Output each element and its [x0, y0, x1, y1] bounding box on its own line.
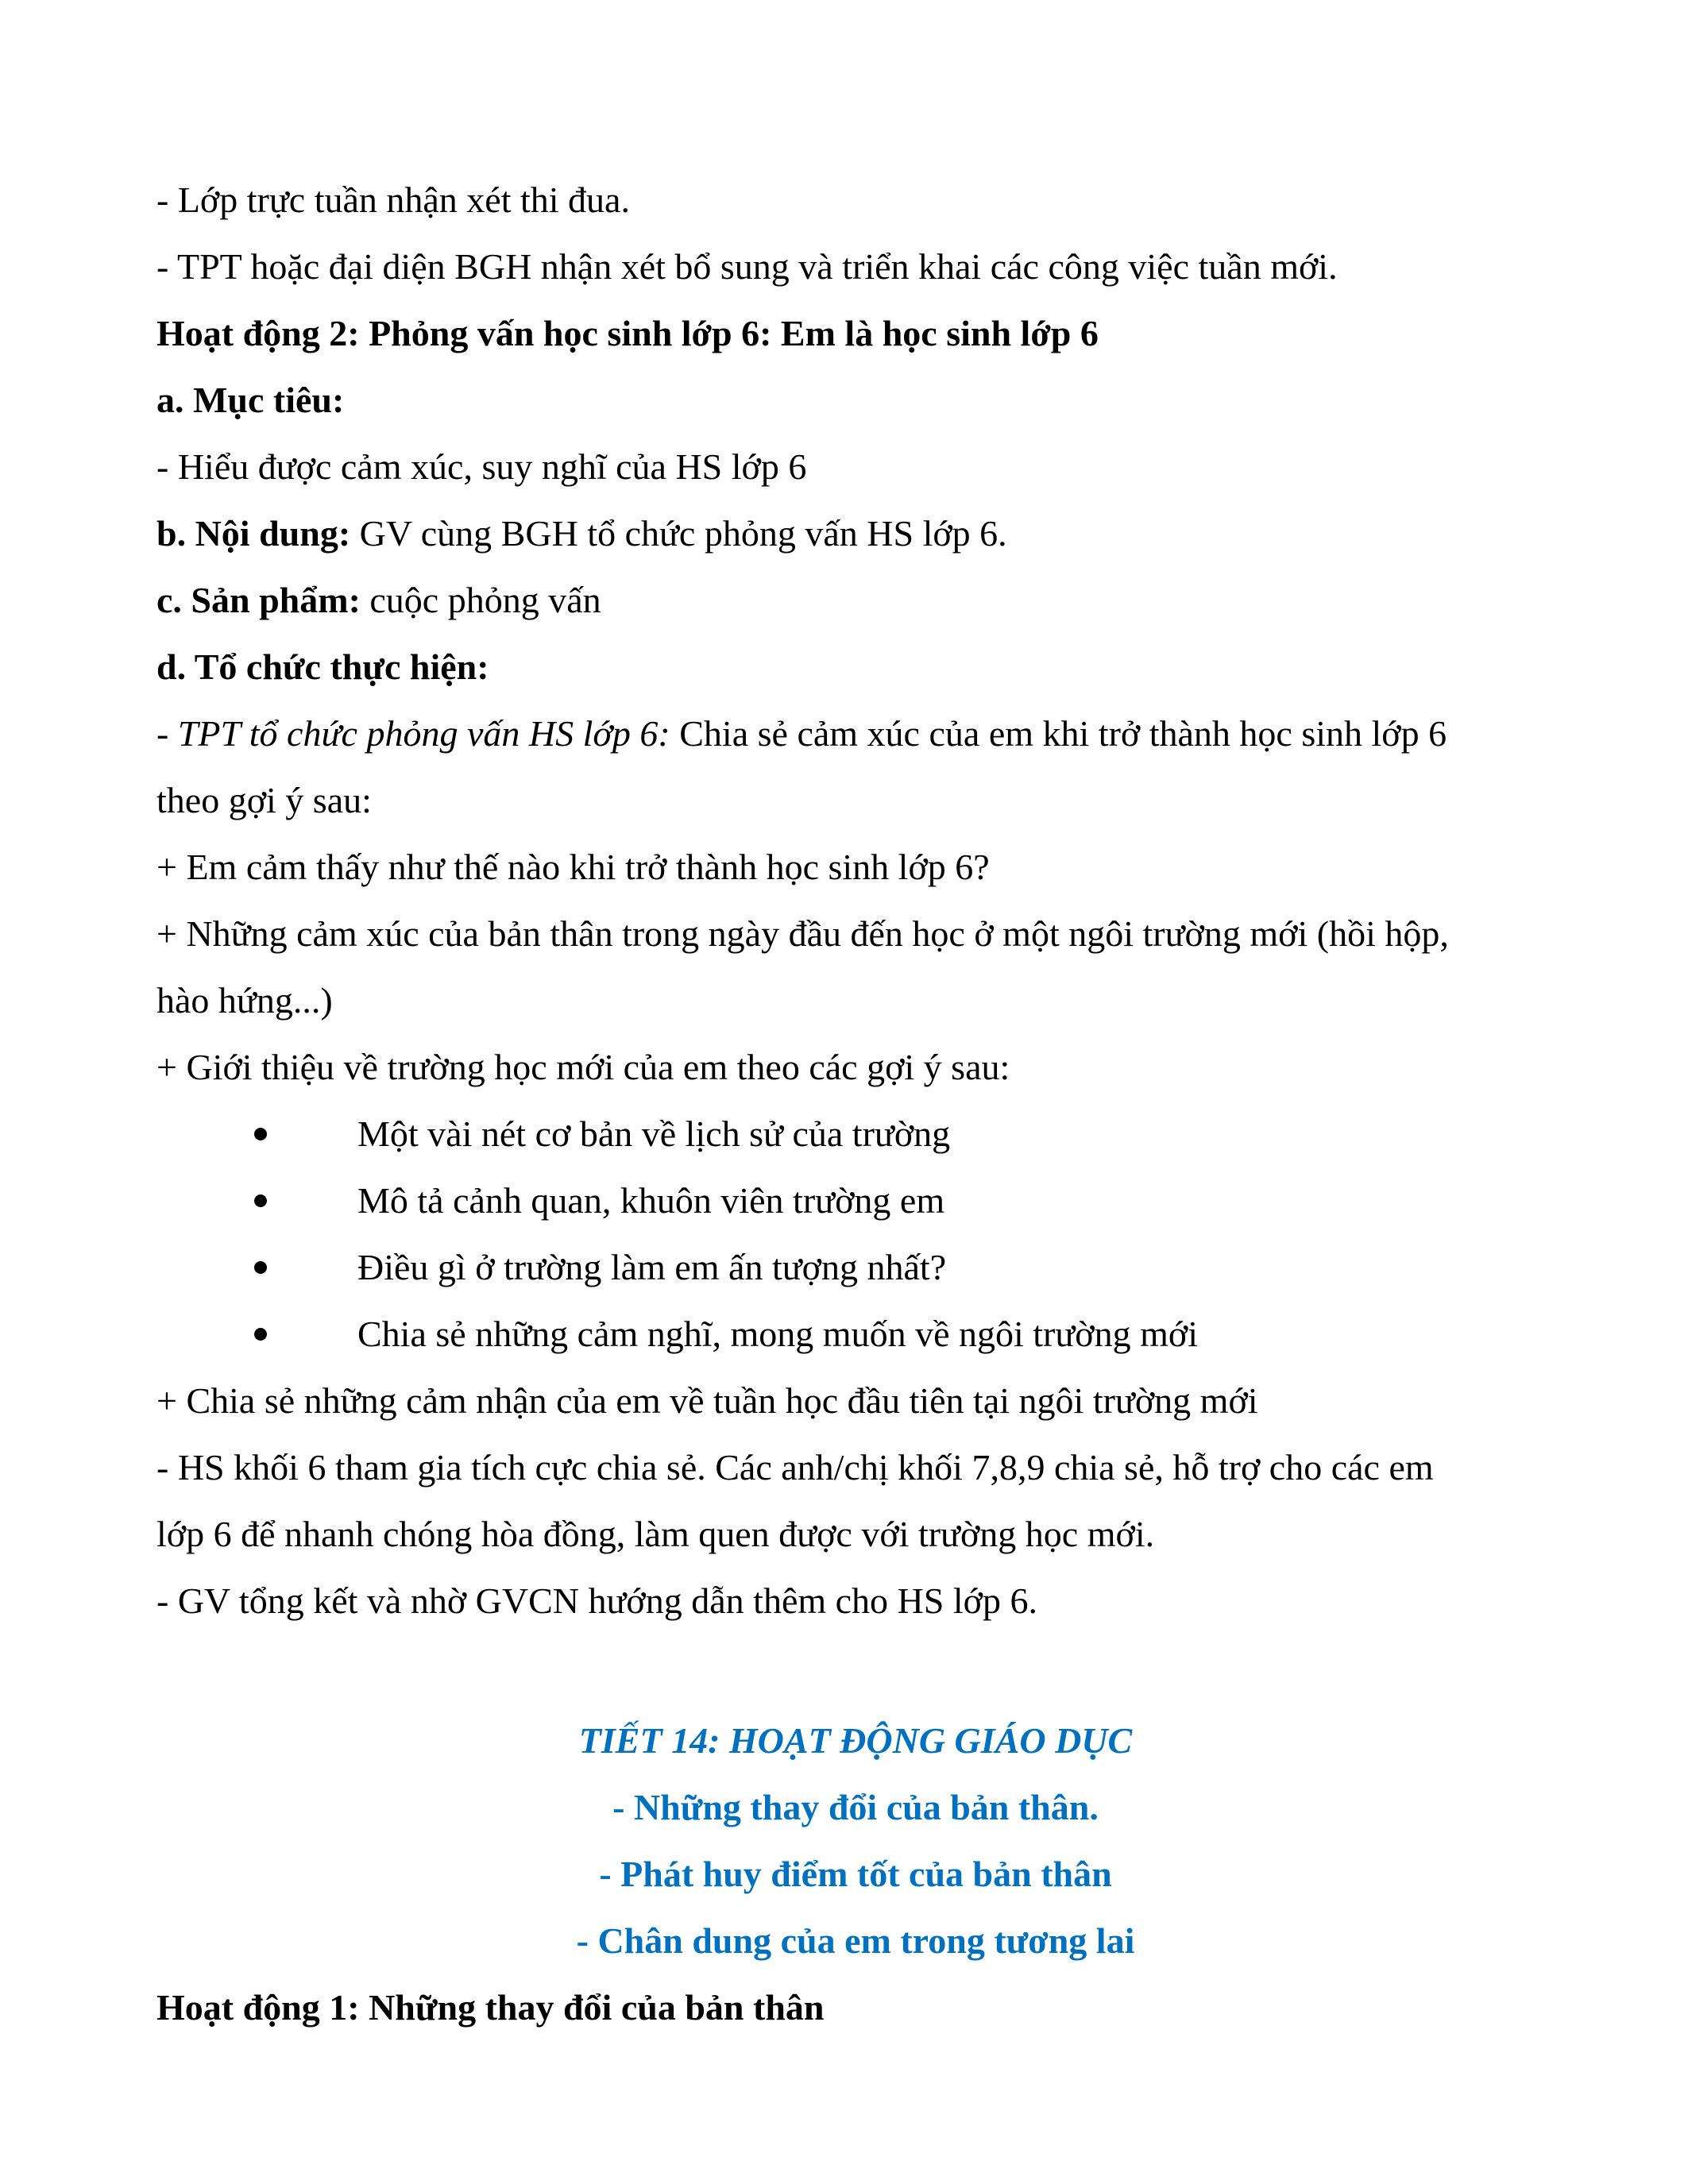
bullet-item: [156, 1167, 1555, 1234]
bullet-icon: [254, 1261, 267, 1274]
teacher-summary: - GV tổng kết và nhờ GVCN hướng dẫn thêm cho HS lớp 6.: [156, 1580, 1037, 1621]
lesson-14-title: TIẾT 14: HOẠT ĐỘNG GIÁO DỤC: [578, 1720, 1133, 1761]
organization-intro-continued: theo gợi ý sau:: [156, 780, 372, 820]
question-2-line-1: + Những cảm xúc của bản thân trong ngày đầu đến học ở một ngôi trường mới (hồi hộp,: [156, 913, 1449, 954]
content-text: GV cùng BGH tổ chức phỏng vấn HS lớp 6.: [350, 513, 1007, 554]
document-page: [156, 167, 1555, 2041]
content-label: b. Nội dung:: [156, 513, 351, 554]
section-spacer: [156, 1634, 1555, 1707]
objective-text: - Hiểu được cảm xúc, suy nghĩ của HS lớp 6: [156, 446, 807, 487]
students-line-1: - HS khối 6 tham gia tích cực chia sẻ. Các anh/chị khối 7,8,9 chia sẻ, hỗ trợ cho các em: [156, 1447, 1434, 1488]
lesson-14-subtitle-2: - Phát huy điểm tốt của bản thân: [599, 1854, 1112, 1894]
product-paragraph: [156, 567, 1555, 634]
bullet-text: Điều gì ở trường làm em ấn tượng nhất?: [357, 1247, 947, 1287]
objective-label: a. Mục tiêu:: [156, 380, 345, 420]
activity-2-heading: Hoạt động 2: Phỏng vấn học sinh lớp 6: Em là học sinh lớp 6: [156, 313, 1099, 353]
text-line: - Lớp trực tuần nhận xét thi đua.: [156, 179, 630, 220]
bullet-item: [156, 1234, 1555, 1301]
product-label: c. Sản phẩm:: [156, 580, 361, 620]
lesson-14-subtitle-1: - Những thay đổi của bản thân.: [612, 1787, 1099, 1827]
organization-intro-italic: - TPT tổ chức phỏng vấn HS lớp 6:: [156, 713, 670, 754]
bullet-icon: [254, 1328, 267, 1341]
lesson-14-subtitle-3: - Chân dung của em trong tương lai: [576, 1920, 1135, 1961]
question-3: + Giới thiệu về trường học mới của em theo các gợi ý sau:: [156, 1047, 1010, 1087]
bullet-item: [156, 1101, 1555, 1167]
bullet-item: [156, 1301, 1555, 1368]
activity-1-heading: Hoạt động 1: Những thay đổi của bản thân: [156, 1987, 825, 2028]
text-line: - TPT hoặc đại diện BGH nhận xét bổ sung và triển khai các công việc tuần mới.: [156, 246, 1338, 287]
bullet-text: Một vài nét cơ bản về lịch sử của trường: [357, 1113, 951, 1154]
question-1: + Em cảm thấy như thế nào khi trở thành học sinh lớp 6?: [156, 847, 990, 887]
question-4: + Chia sẻ những cảm nhận của em về tuần học đầu tiên tại ngôi trường mới: [156, 1380, 1258, 1421]
bullet-text: Mô tả cảnh quan, khuôn viên trường em: [357, 1180, 945, 1221]
product-text: cuộc phỏng vấn: [360, 580, 601, 620]
bullet-icon: [254, 1128, 267, 1140]
students-line-2: lớp 6 để nhanh chóng hòa đồng, làm quen được với trường học mới.: [156, 1514, 1155, 1554]
bullet-icon: [254, 1194, 267, 1207]
question-2-line-2: hào hứng...): [156, 980, 333, 1021]
bullet-text: Chia sẻ những cảm nghĩ, mong muốn về ngôi trường mới: [357, 1314, 1199, 1354]
content-paragraph: [156, 500, 1555, 567]
organization-intro: [156, 700, 1555, 767]
organization-label: d. Tổ chức thực hiện:: [156, 646, 489, 687]
organization-intro-text: Chia sẻ cảm xúc của em khi trở thành học sinh lớp 6: [670, 713, 1447, 754]
